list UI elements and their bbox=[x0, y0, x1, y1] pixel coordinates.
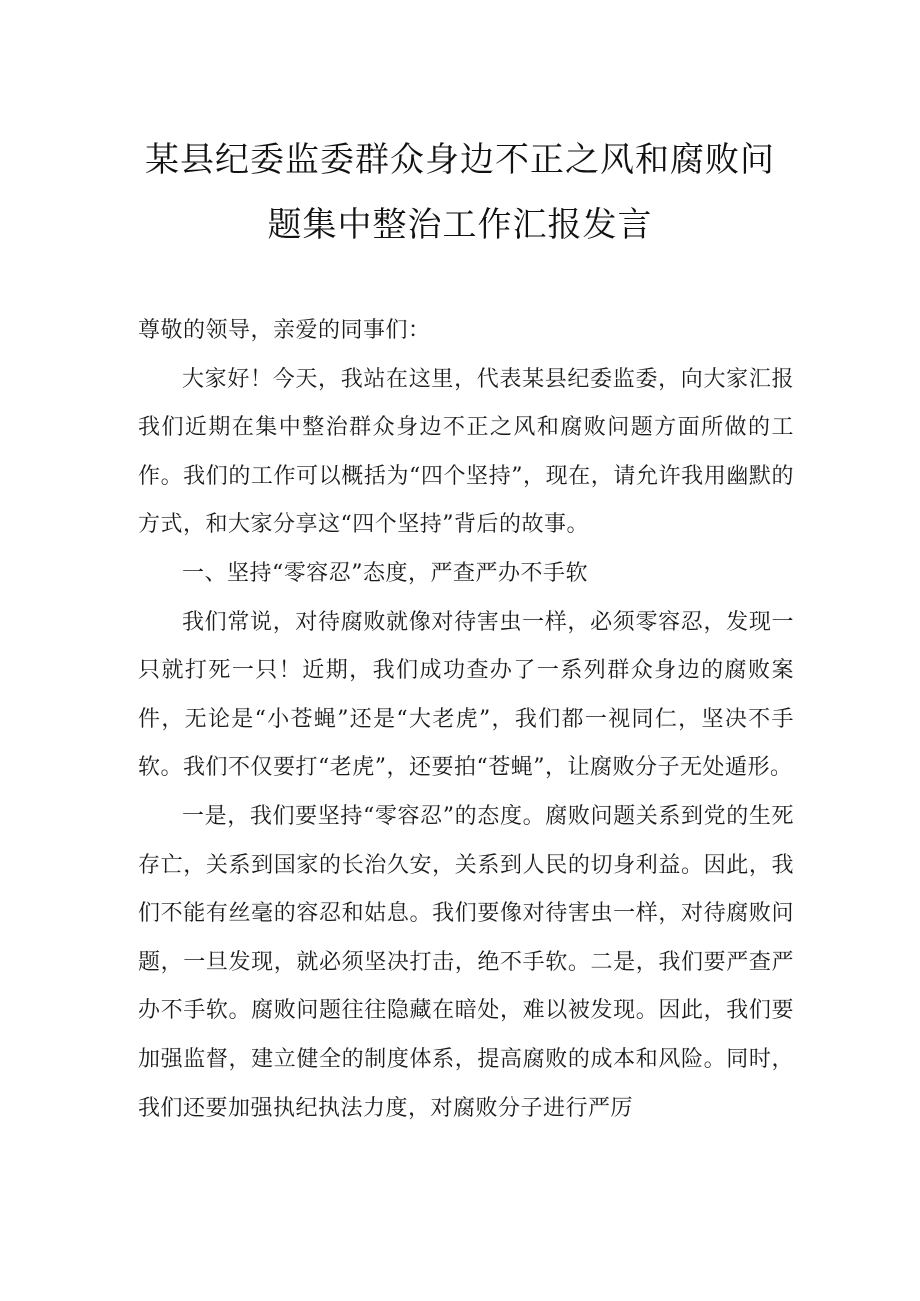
paragraph-opening: 大家好！今天，我站在这里，代表某县纪委监委，向大家汇报我们近期在集中整治群众身边不正之风和腐败问题方面所做的工作。我们的工作可以概括为“四个坚持”，现在，请允许我用幽默的方式，和大家分享这“四个坚持”背后的故事。 bbox=[138, 366, 794, 538]
document-body bbox=[138, 307, 794, 1133]
document-title-line-1: 某县纪委监委群众身边不正之风和腐败问 bbox=[145, 140, 775, 180]
paragraph-section-1: 我们常说，对待腐败就像对待害虫一样，必须零容忍，发现一只就打死一只！近期，我们成功查办了一系列群众身边的腐败案件，无论是“小苍蝇”还是“大老虎”，我们都一视同仁，坚决不手软。我们不仅要打“老虎”，还要拍“苍蝇”，让腐败分子无处遁形。 bbox=[138, 609, 794, 781]
section-heading-1: 一、坚持“零容忍”态度，严查严办不手软 bbox=[182, 560, 588, 586]
paragraph-points: 一是，我们要坚持“零容忍”的态度。腐败问题关系到党的生死存亡，关系到国家的长治久安，关系到人民的切身利益。因此，我们不能有丝毫的容忍和姑息。我们要像对待害虫一样，对待腐败问题，一旦发现，就必须坚决打击，绝不手软。二是，我们要严查严办不手软。腐败问题往往隐藏在暗处，难以被发现。因此，我们要加强监督，建立健全的制度体系，提高腐败的成本和风险。同时，我们还要加强执纪执法力度，对腐败分子进行严厉 bbox=[138, 803, 794, 1121]
salutation: 尊敬的领导，亲爱的同事们： bbox=[138, 318, 431, 343]
document-title-line-2: 题集中整治工作汇报发言 bbox=[267, 205, 653, 245]
